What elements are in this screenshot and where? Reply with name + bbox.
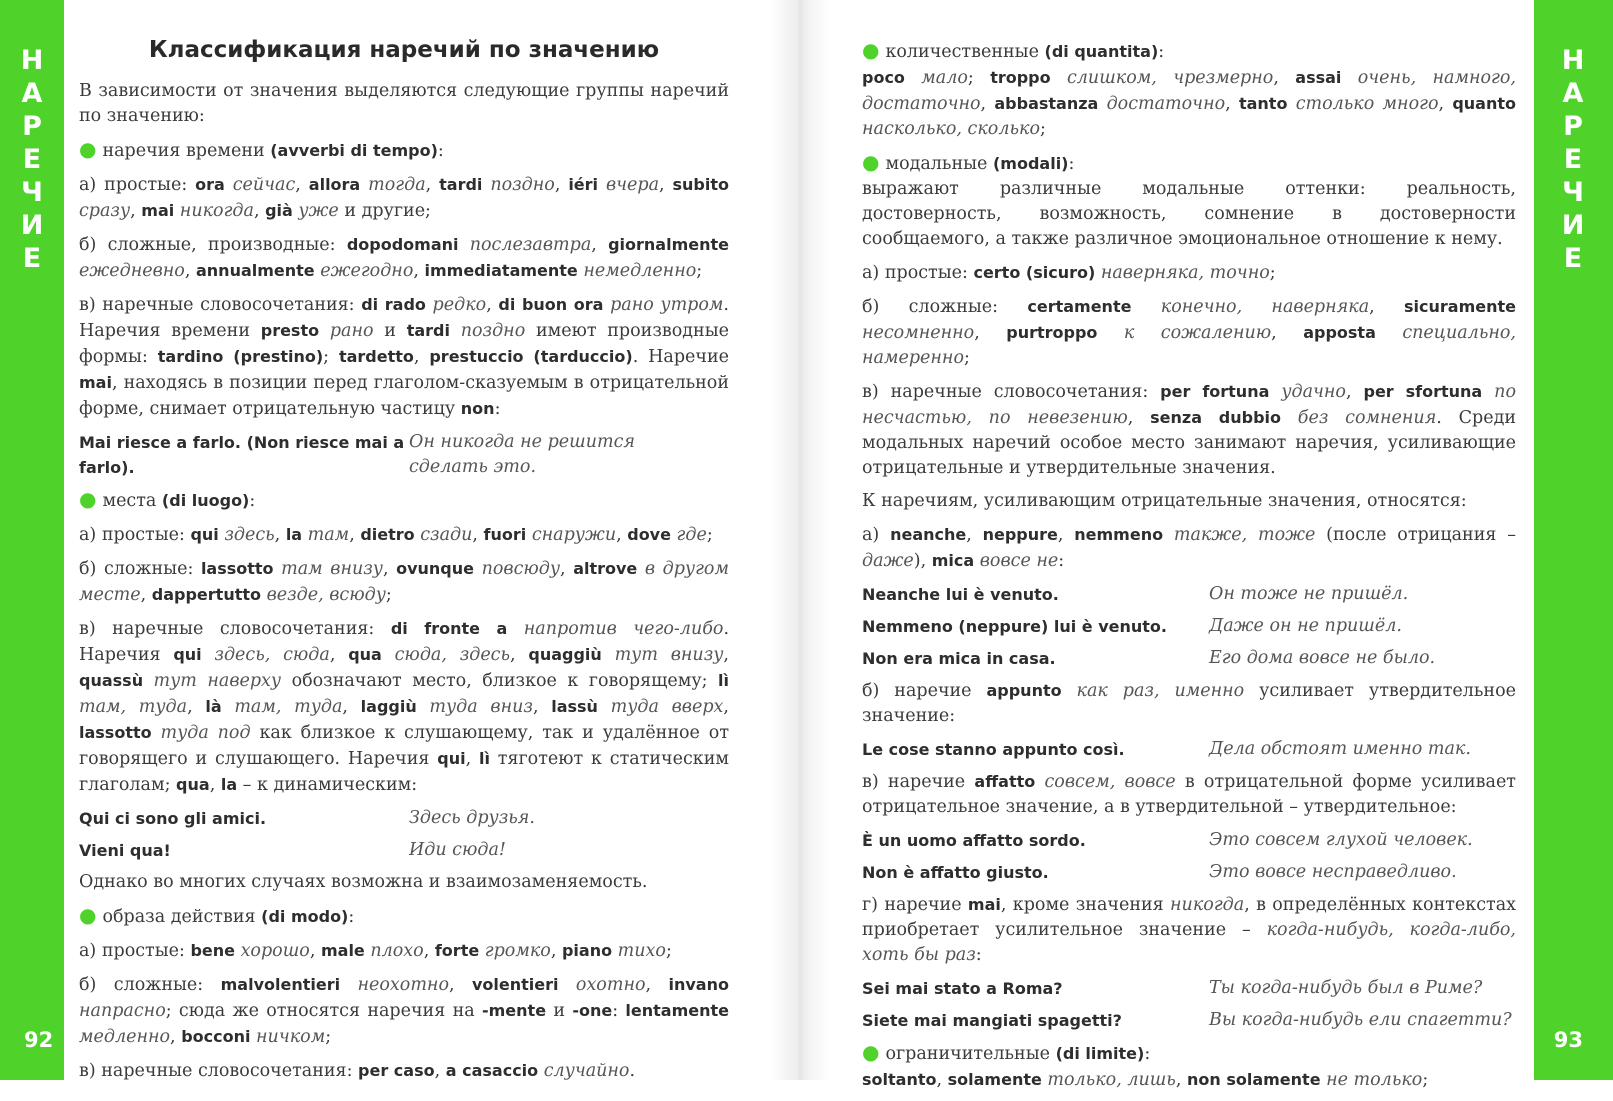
letter: Р <box>22 111 42 142</box>
time-phrases: в) наречные словосочетания: di rado редко, di buon ora рано утром. Наречия времени presto рано и tardi поздно имеют производные формы: tardino (prestino); tardetto, prestuccio (tarduccio). Наречие mai, находясь в позиции перед глаголом-сказуемым в отрицательной форме, снимает отрицательную частицу non: <box>79 295 729 419</box>
bullet-dot-icon: ● <box>862 38 880 62</box>
time-simple: а) простые: ora сейчас, allora тогда, tardi поздно, iéri вчера, subito сразу, mai никогда, già уже и другие; <box>79 175 729 221</box>
letter: А <box>21 78 43 109</box>
bullet-dot-icon: ● <box>862 1040 880 1064</box>
example-row: Sei mai stato a Roma? Ты когда-нибудь был в Риме? <box>862 978 1483 998</box>
negative-a: а) neanche, neppure, nemmeno также, тоже (после отрицания – даже), mica вовсе не: <box>862 525 1516 571</box>
place-simple: а) простые: qui здесь, la там, dietro сзади, fuori снаружи, dove где; <box>79 525 713 545</box>
letter: А <box>1562 78 1584 109</box>
letter: Е <box>1563 243 1583 274</box>
negative-g: г) наречие mai, кроме значения никогда, в определённых контекстах приобретает усилительное значение – когда-нибудь, когда-либо, хоть бы раз: <box>862 895 1516 965</box>
letter: Е <box>22 243 42 274</box>
left-vertical-word <box>0 44 64 275</box>
example-row: Le cose stanno appunto così. Дела обстоят именно так. <box>862 739 1471 759</box>
example-row: Neanche lui è venuto. Он тоже не пришёл. <box>862 584 1409 604</box>
time-compound: б) сложные, производные: dopodomani послезавтра, giornalmente ежедневно, annualmente ежегодно, immediatamente немедленно; <box>79 235 729 281</box>
book-gutter <box>770 0 830 1080</box>
bullet-limit: ● ограничительные (di limite): soltanto, solamente только, лишь, non solamente не только; <box>862 1040 1429 1090</box>
letter: Ч <box>21 177 43 208</box>
negative-b: б) наречие appunto как раз, именно усиливает утвердительное значение: <box>862 681 1516 726</box>
example-row: È un uomo affatto sordo. Это совсем глухой человек. <box>862 830 1473 850</box>
modal-simple: а) простые: certo (sicuro) наверняка, точно; <box>862 263 1276 283</box>
letter: Е <box>22 144 42 175</box>
example-row: Siete mai mangiati spagetti? Вы когда-нибудь ели спагетти? <box>862 1010 1512 1030</box>
bullet-place: ● места (di luogo): <box>79 487 256 511</box>
left-page <box>79 34 729 1092</box>
page-title: Классификация наречий по значению <box>148 37 660 63</box>
example-row: Non era mica in casa. Его дома вовсе не было. <box>862 648 1436 668</box>
bullet-dot-icon: ● <box>79 487 97 511</box>
bullet-time: ● наречия времени (avverbi di tempo): <box>79 137 444 161</box>
modal-phrases: в) наречные словосочетания: per fortuna удачно, per sfortuna по несчастью, по невезению, senza dubbio без сомнения. Среди модальных наречий особое место занимают наречия, усиливающие отрицательные и утвердительные значения. <box>862 382 1517 478</box>
letter: И <box>20 210 44 241</box>
negative-v: в) наречие affatto совсем, вовсе в отрицательной форме усиливает отрицательное значение, а в утвердительной – утвердительное: <box>862 772 1516 817</box>
mode-compound: б) сложные: malvolentieri неохотно, volentieri охотно, invano напрасно; сюда же относятся наречия на -mente и -one: lentamente медленно, bocconi ничком; <box>79 975 729 1047</box>
mode-simple: а) простые: bene хорошо, male плохо, forte громко, piano тихо; <box>79 941 672 961</box>
example-row: Non è affatto giusto. Это вовсе несправедливо. <box>862 862 1457 882</box>
bullet-dot-icon: ● <box>79 137 97 161</box>
letter: Ч <box>1562 177 1584 208</box>
letter: Р <box>1563 111 1583 142</box>
bullet-mode: ● образа действия (di modo): <box>79 903 355 927</box>
letter: Е <box>1563 144 1583 175</box>
letter: И <box>1561 210 1585 241</box>
example-row: Vieni qua! Иди сюда! <box>79 840 506 860</box>
example-row: Qui ci sono gli amici. Здесь друзья. <box>79 808 535 828</box>
right-page <box>862 38 1516 1101</box>
bullet-quantity: ● количественные (di quantita): poco мало; troppo слишком, чрезмерно, assai очень, намного, достаточно, abbastanza достаточно, tanto столько много, quanto насколько, сколько; <box>862 38 1516 139</box>
page-number-left: 92 <box>24 1028 54 1052</box>
example-row: Mai riesce a farlo. (Non riesce mai a farlo). Он никогда не решится сделать это. <box>79 432 635 477</box>
bullet-dot-icon: ● <box>79 903 97 927</box>
letter: Н <box>20 45 44 76</box>
example-row: Nemmeno (neppure) lui è venuto. Даже он не пришёл. <box>862 616 1402 636</box>
place-phrases: в) наречные словосочетания: di fronte a напротив чего-либо. Наречия qui здесь, сюда, qua сюда, здесь, quaggiù тут внизу, quassù тут наверху обозначают место, близкое к говорящему; lì там, туда, là там, туда, laggiù туда вниз, lassù туда вверх, lassotto туда под как близкое к слушающему, так и удалённое от говорящего и слушающего. Наречия qui, lì тяготеют к статическим глаголам; qua, la – к динамическим: <box>79 619 730 795</box>
intro-paragraph: В зависимости от значения выделяются следующие группы наречий по значению: <box>79 81 729 126</box>
place-compound: б) сложные: lassotto там внизу, ovunque повсюду, altrove в другом месте, dappertutto везде, всюду; <box>79 559 729 605</box>
mode-phrases: в) наречные словосочетания: per caso, a casaccio случайно. <box>79 1061 636 1081</box>
note-paragraph: Однако во многих случаях возможна и взаимозаменяемость. <box>79 872 648 892</box>
bullet-modal: ● модальные (modali): выражают различные модальные оттенки: реальность, достоверность, возможность, сомнение в достоверности сообщаемого, а также различное эмоциональное отношение к нему. <box>862 150 1516 249</box>
negative-intro: К наречиям, усиливающим отрицательные значения, относятся: <box>862 491 1467 511</box>
right-vertical-word <box>1541 44 1605 275</box>
page-number-right: 93 <box>1553 1028 1583 1052</box>
bullet-dot-icon: ● <box>862 150 880 174</box>
modal-compound: б) сложные: certamente конечно, наверняка, sicuramente несомненно, purtroppo к сожалению, apposta специально, намеренно; <box>862 297 1516 368</box>
letter: Н <box>1561 45 1585 76</box>
